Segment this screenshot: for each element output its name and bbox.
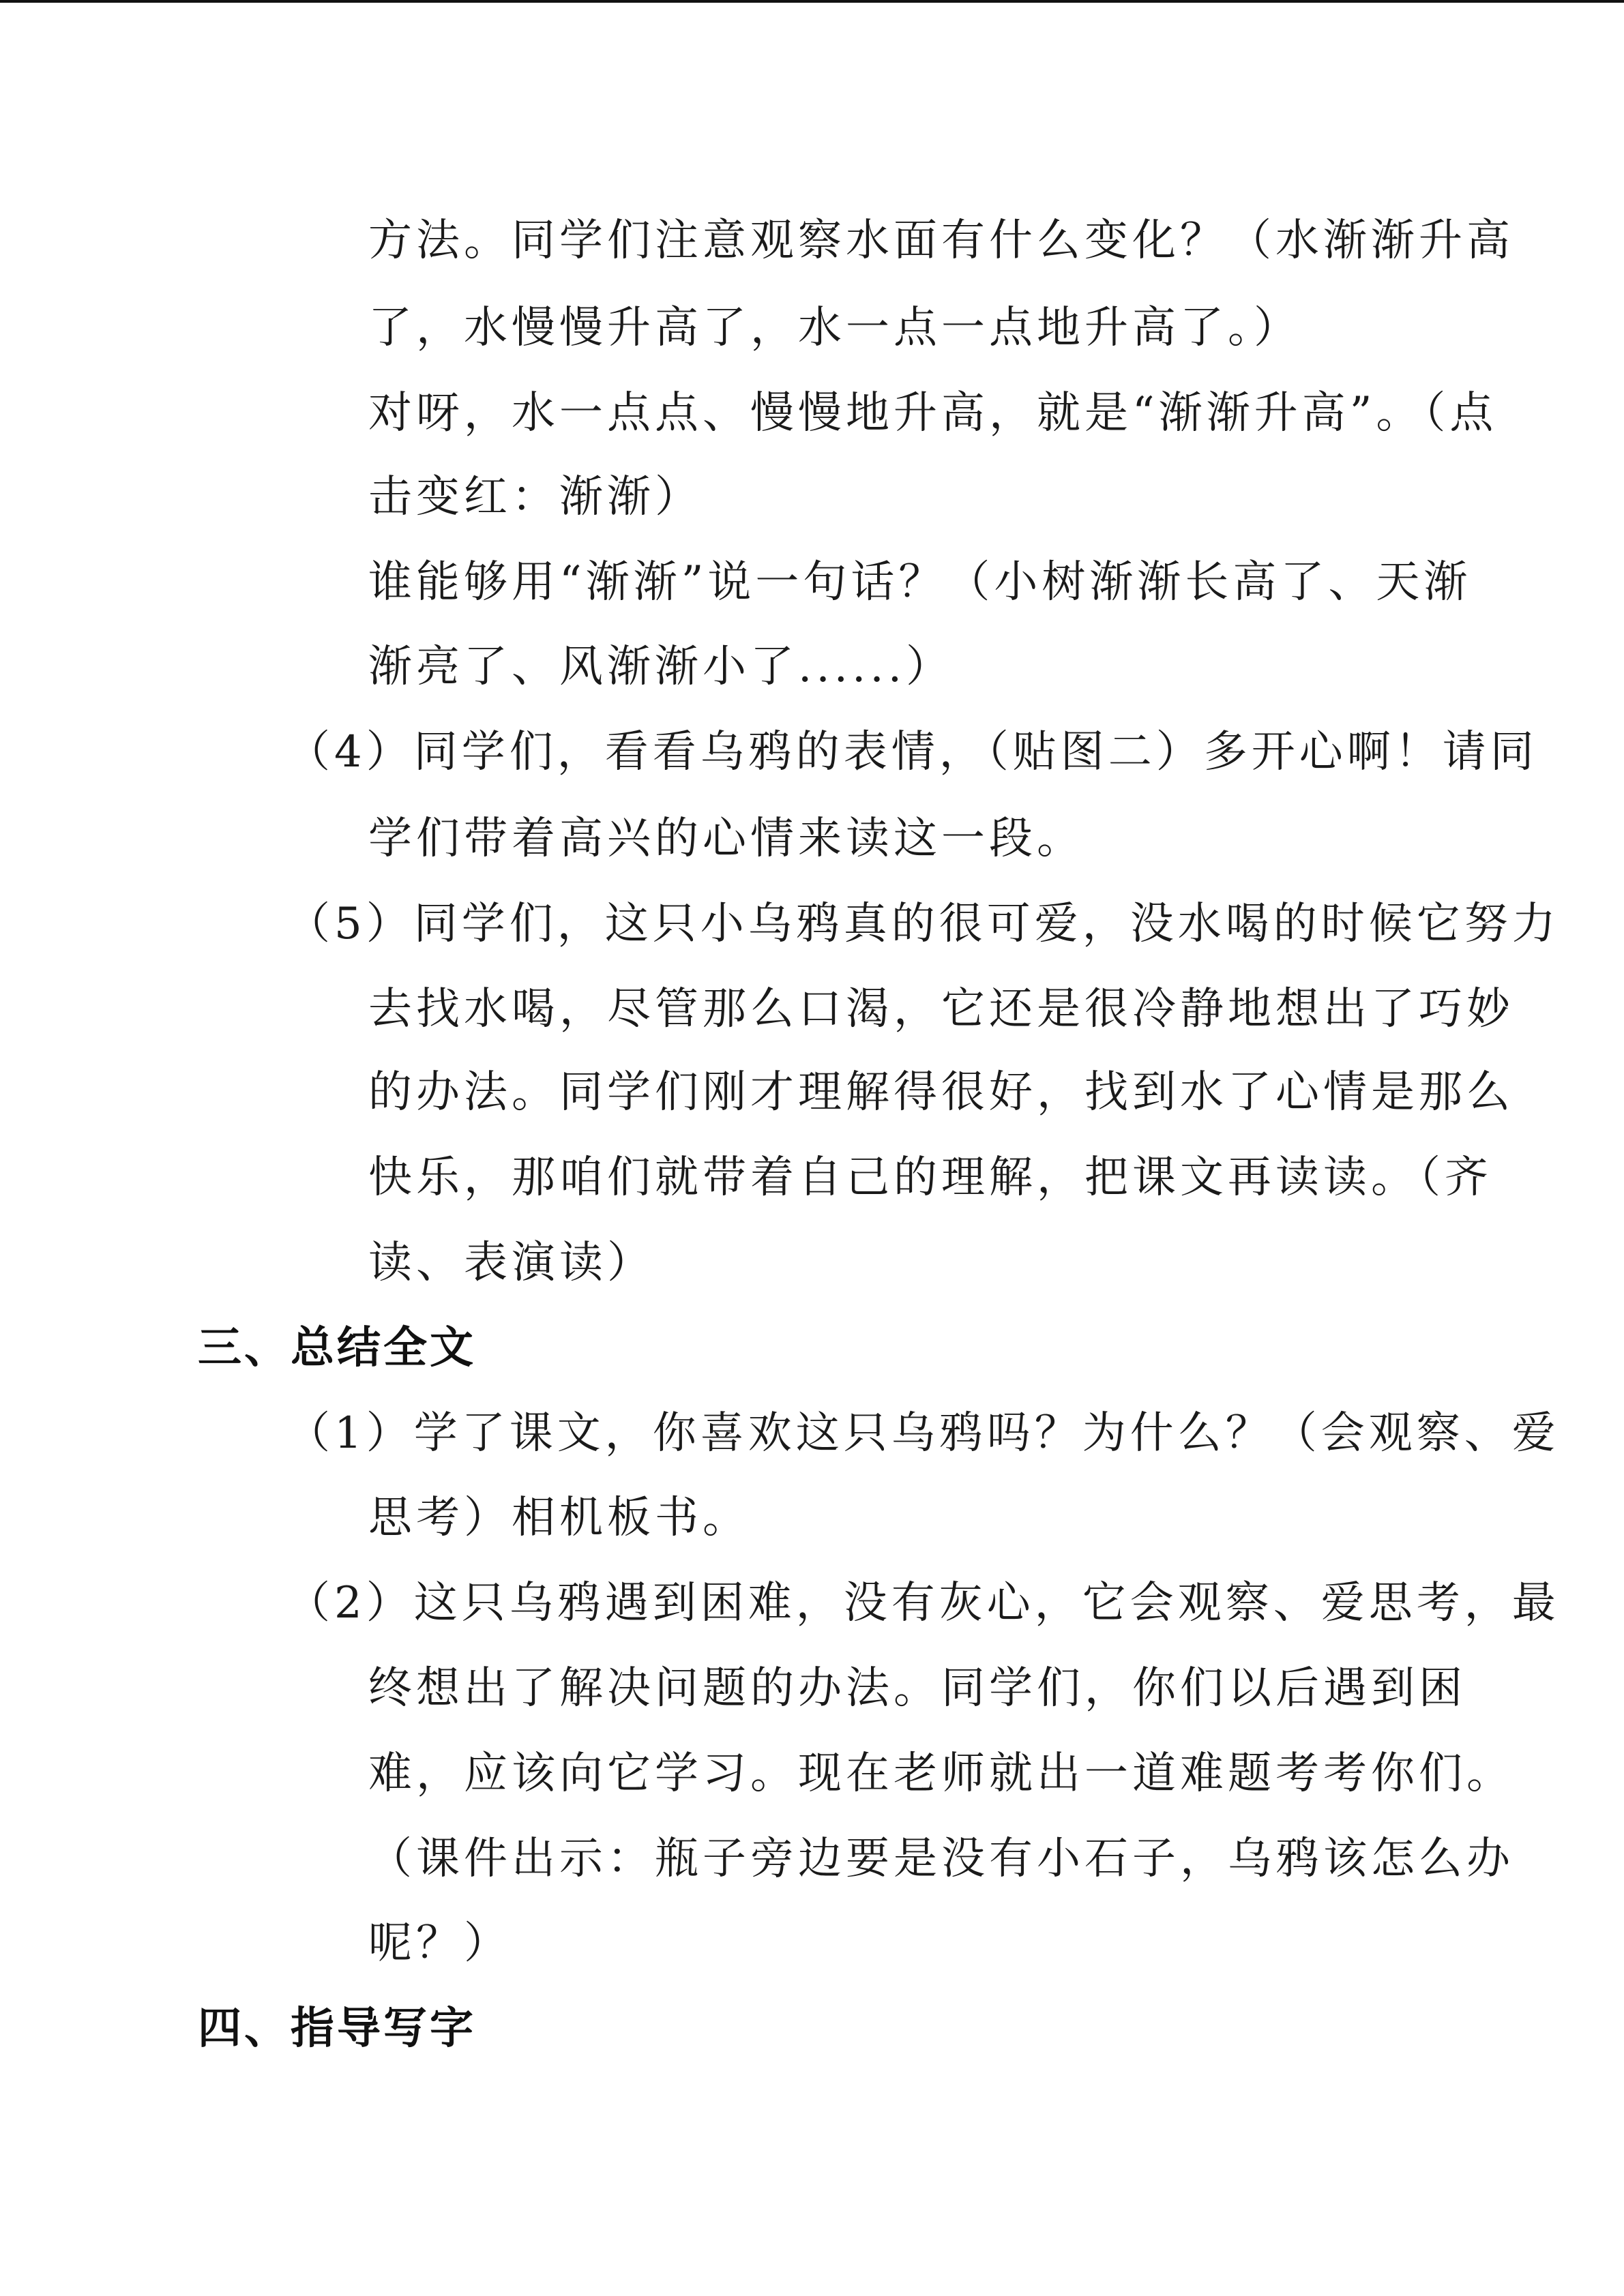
text-line: 渐亮了、风渐渐小了......）: [368, 642, 954, 692]
section-heading: 四、指导写字: [198, 2003, 476, 2054]
text-line: （2）这只乌鸦遇到困难，没有灰心，它会观察、爱思考，最: [286, 1578, 1560, 1628]
text-line: 方法。同学们注意观察水面有什么变化？（水渐渐升高: [368, 215, 1514, 266]
text-line: （课件出示：瓶子旁边要是没有小石子，乌鸦该怎么办: [368, 1834, 1514, 1884]
text-line: （4）同学们，看看乌鸦的表情，（贴图二）多开心啊！请同: [286, 727, 1538, 777]
text-line: 了，水慢慢升高了，水一点一点地升高了。）: [368, 303, 1301, 353]
text-line: 对呀，水一点点、慢慢地升高，就是“渐渐升高”。（点: [368, 388, 1498, 438]
text-line: 的办法。同学们刚才理解得很好，找到水了心情是那么: [368, 1067, 1514, 1118]
text-line: 读、表演读）: [368, 1238, 655, 1288]
text-line: （5）同学们，这只小乌鸦真的很可爱，没水喝的时候它努力: [286, 899, 1560, 949]
text-line: 去找水喝，尽管那么口渴，它还是很冷静地想出了巧妙: [368, 984, 1514, 1034]
text-line: 思考）相机板书。: [368, 1493, 750, 1543]
section-heading: 三、总结全文: [198, 1323, 476, 1373]
text-line: 难，应该向它学习。现在老师就出一道难题考考你们。: [368, 1748, 1514, 1799]
text-line: 击变红：渐渐）: [368, 472, 703, 522]
text-line: 学们带着高兴的心情来读这一段。: [368, 814, 1084, 864]
text-line: 快乐，那咱们就带着自己的理解，把课文再读读。（齐: [368, 1152, 1492, 1203]
text-line: 终想出了解决问题的办法。同学们，你们以后遇到困: [368, 1663, 1466, 1714]
text-line: 谁能够用“渐渐”说一句话？（小树渐渐长高了、天渐: [368, 557, 1472, 608]
text-line: （1）学了课文，你喜欢这只乌鸦吗？为什么？（会观察、爱: [286, 1408, 1560, 1459]
text-line: 呢？）: [368, 1918, 512, 1969]
top-border-line: [0, 0, 1624, 3]
